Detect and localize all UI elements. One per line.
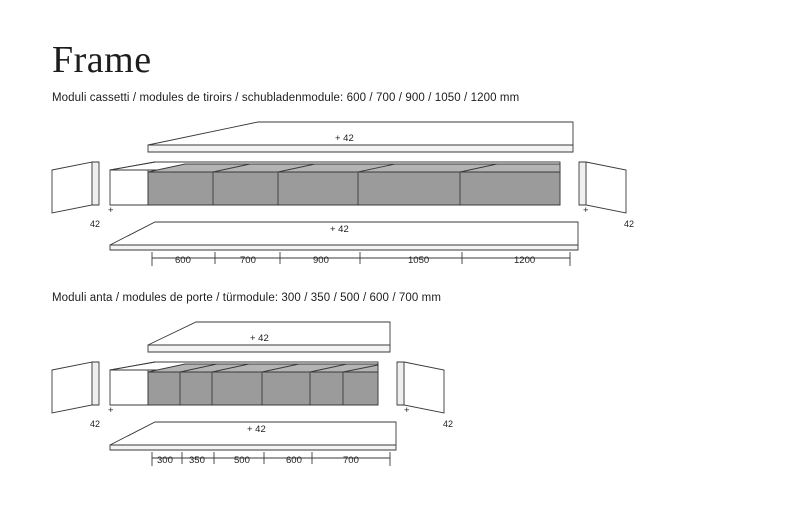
s2-right-value: 42	[443, 419, 454, 429]
s1-top-panel-label: + 42	[335, 133, 354, 144]
s1-dim-1: 700	[240, 255, 256, 266]
s2-dim-0: 300	[157, 455, 173, 466]
s1-left-value: 42	[90, 219, 101, 229]
s2-bottom-panel-label: + 42	[247, 424, 266, 435]
s1-right-plus: +	[583, 205, 589, 216]
s1-top-panel	[148, 122, 573, 152]
s1-left-side-panel	[52, 162, 99, 213]
s2-right-plus: +	[404, 405, 410, 416]
s2-top-panel	[148, 322, 390, 352]
s2-left-side-panel	[52, 362, 99, 413]
page-title: Frame	[52, 39, 152, 81]
s1-module-block	[110, 162, 560, 205]
s2-dim-1: 350	[189, 455, 205, 466]
s2-dim-3: 600	[286, 455, 302, 466]
section2-subtitle: Moduli anta / modules de porte / türmodule: 300 / 350 / 500 / 600 / 700 mm	[52, 292, 442, 304]
s2-left-plus: +	[108, 405, 114, 416]
s2-dim-2: 500	[234, 455, 250, 466]
s1-dim-2: 900	[313, 255, 329, 266]
s2-dim-4: 700	[343, 455, 359, 466]
s1-dim-3: 1050	[408, 255, 430, 266]
s2-module-block	[110, 362, 378, 405]
s1-left-plus: +	[108, 205, 114, 216]
s1-dimension-line	[152, 252, 570, 266]
section1-subtitle: Moduli cassetti / modules de tiroirs / schubladenmodule: 600 / 700 / 900 / 1050 / 1200 mm	[52, 92, 520, 104]
s1-dim-4: 1200	[514, 255, 536, 266]
s1-dim-0: 600	[175, 255, 191, 266]
s1-bottom-panel-label: + 42	[330, 224, 349, 235]
s1-right-value: 42	[624, 219, 635, 229]
s2-left-value: 42	[90, 419, 101, 429]
s2-top-panel-label: + 42	[250, 333, 269, 344]
